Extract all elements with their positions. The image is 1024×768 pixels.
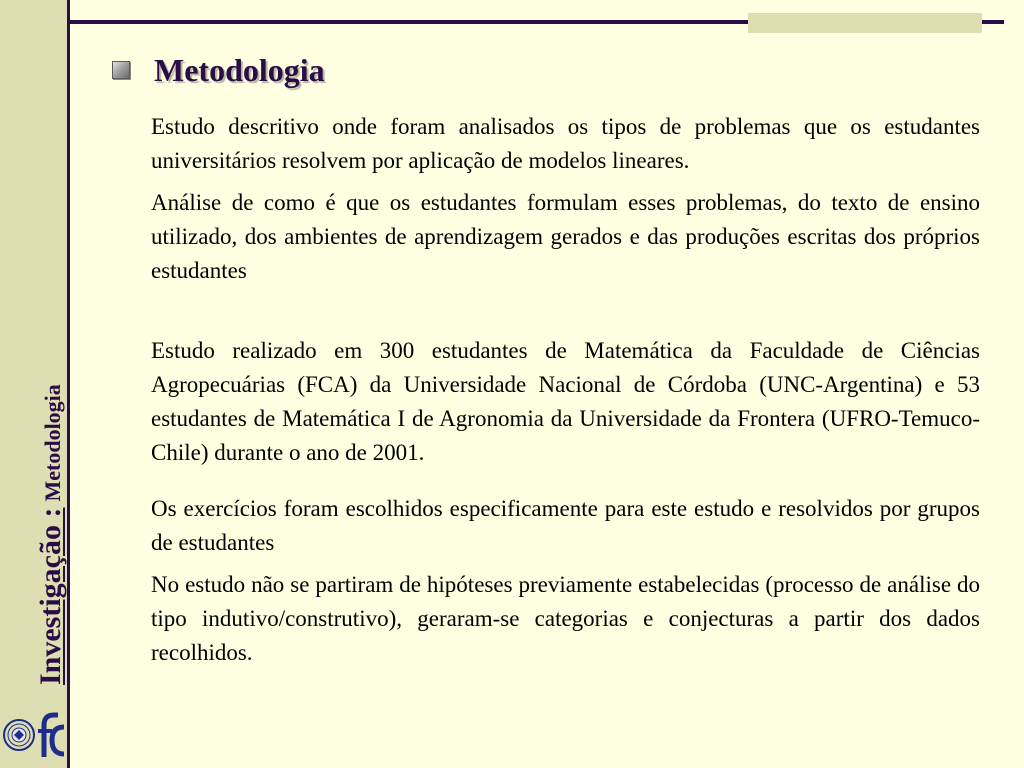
square-bullet-icon <box>112 61 130 79</box>
sidebar-title-investigacao: Investigação : <box>34 507 67 685</box>
paragraph-hipoteses: No estudo não se partiram de hipóteses previamente estabelecidas (processo de análise do tipo indutivo/construtivo), geraram-se categorias e conjecturas a partir dos dados recolhidos. <box>151 572 980 665</box>
sidebar-divider <box>67 0 70 768</box>
paragraph-estudo-descritivo: Estudo descritivo onde foram analisados os tipos de problemas que os estudantes universitários resolvem por aplicação de modelos lineares. <box>151 114 980 173</box>
heading-row <box>112 48 325 92</box>
paragraph-exercicios: Os exercícios foram escolhidos especificamente para este estudo e resolvidos por grupos de estudantes <box>151 496 980 555</box>
sidebar-title-metodologia: Metodologia <box>40 384 65 502</box>
paragraph-estudo-realizado: Estudo realizado em 300 estudantes de Matemática da Faculdade de Ciências Agropecuárias (FCA) da Universidade Nacional de Córdoba (UNC-Argentina) e 53 estudantes de Matemática I de Agronomia da Universidade da Frontera (UFRO-Temuco-Chile) durante o ano de 2001. <box>151 338 980 465</box>
top-accent-bar <box>748 13 982 33</box>
page-title: Metodologia <box>154 51 325 88</box>
sidebar-title <box>36 384 66 685</box>
fc-university-logo-icon <box>2 707 66 763</box>
paragraph-analise: Análise de como é que os estudantes formulam esses problemas, do texto de ensino utilizado, dos ambientes de aprendizagem gerados e das produções escritas dos próprios estudantes <box>151 190 980 283</box>
slide-content <box>151 110 980 678</box>
